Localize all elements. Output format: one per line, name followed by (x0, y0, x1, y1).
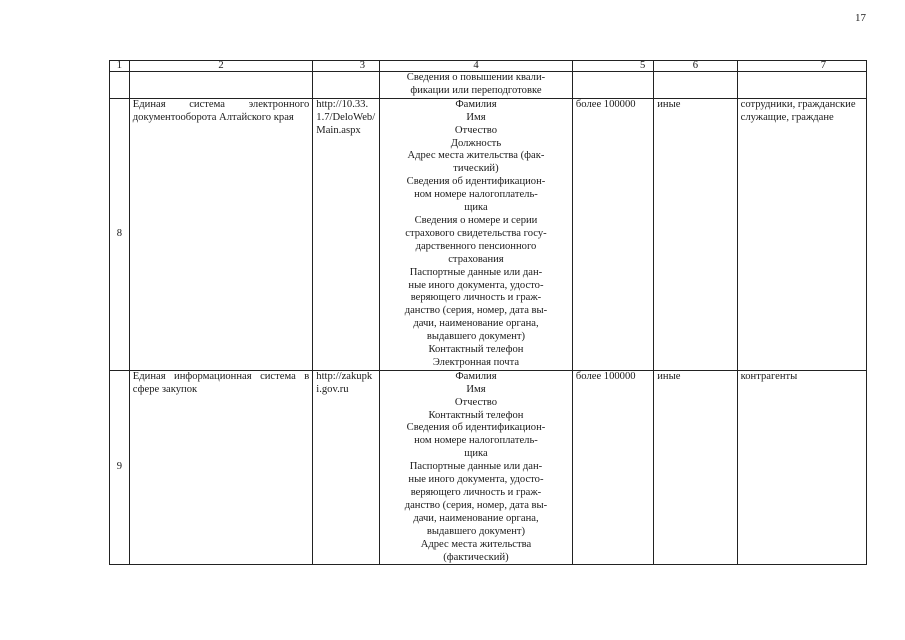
field-line: ном номере налогоплатель- (414, 189, 538, 201)
field-line: щика (464, 448, 488, 460)
field-line: данство (серия, номер, дата вы- (404, 305, 548, 317)
field-line: веряющего личность и граж- (410, 292, 542, 304)
field-line: данство (серия, номер, дата вы- (404, 499, 548, 511)
personal-data-systems-table (109, 60, 867, 565)
field-line: Паспортные данные или дан- (409, 266, 543, 278)
continuation-subjects-cell (737, 72, 866, 99)
field-line: Сведения об идентификацион- (406, 422, 546, 434)
column-number-6: 6 (654, 61, 737, 72)
personal-data-fields (380, 98, 573, 370)
continuation-number-cell (110, 72, 130, 99)
field-line: Сведения о номере и серии (414, 214, 538, 226)
field-line: Сведения о повышении квали- (406, 72, 546, 83)
system-address: http://zakupki.gov.ru (313, 370, 380, 565)
field-line: Адрес места жительства (420, 538, 532, 550)
table-row (110, 370, 867, 565)
field-line: Адрес места жительства (фак- (407, 150, 545, 162)
field-line: Контактный телефон (428, 344, 524, 356)
column-number-1: 1 (110, 61, 130, 72)
data-category: иные (654, 370, 737, 565)
column-number-2: 2 (129, 61, 313, 72)
field-line: Контактный телефон (428, 409, 524, 421)
field-line: (фактический) (443, 551, 509, 563)
field-line: страхования (448, 253, 504, 265)
field-line: Фамилия (455, 98, 497, 110)
data-volume: более 100000 (572, 370, 653, 565)
column-number-7: 7 (737, 61, 866, 72)
continuation-fields-cell (380, 72, 573, 99)
field-line: ные иного документа, удосто- (408, 279, 544, 291)
field-line: страхового свидетельства госу- (405, 227, 547, 239)
table-header-row (110, 61, 867, 72)
field-line: Паспортные данные или дан- (409, 461, 543, 473)
field-line: тический) (453, 163, 499, 175)
field-line: Отчество (454, 396, 498, 408)
field-line: щика (464, 202, 488, 214)
page-number: 17 (855, 12, 866, 24)
field-line: Сведения об идентификацион- (406, 176, 546, 188)
continuation-category-cell (654, 72, 737, 99)
field-line: ные иного документа, удосто- (408, 474, 544, 486)
data-subjects: контрагенты (737, 370, 866, 565)
field-line: дачи, наименование органа, (413, 318, 539, 330)
system-address: http://10.33.1.7/DeloWeb/Main.aspx (313, 98, 380, 370)
field-line: дачи, наименование органа, (413, 512, 539, 524)
column-number-4: 4 (380, 61, 573, 72)
personal-data-fields (380, 370, 573, 565)
column-number-3: 3 (313, 61, 380, 72)
field-line: дарственного пенсионного (415, 240, 537, 252)
field-line: Должность (450, 137, 502, 149)
field-line: Фамилия (455, 370, 497, 382)
field-line: выдавшего документ) (426, 525, 526, 537)
data-category: иные (654, 98, 737, 370)
system-name: Единая информационная система в сфере закупок (129, 370, 313, 565)
row-number: 9 (110, 370, 130, 565)
continuation-name-cell (129, 72, 313, 99)
table-row (110, 98, 867, 370)
field-line: Имя (466, 111, 486, 123)
data-subjects: сотрудники, гражданские служащие, граждане (737, 98, 866, 370)
data-volume: более 100000 (572, 98, 653, 370)
field-line: фикации или переподготовке (410, 84, 542, 96)
continuation-address-cell (313, 72, 380, 99)
table-row-continuation (110, 72, 867, 99)
field-line: веряющего личность и граж- (410, 487, 542, 498)
field-line: выдавшего документ) (426, 331, 526, 343)
row-number: 8 (110, 98, 130, 370)
field-line: Электронная почта (432, 356, 520, 368)
field-line: Отчество (454, 124, 498, 136)
system-name: Единая система электронного документооборота Алтайского края (129, 98, 313, 370)
continuation-volume-cell (572, 72, 653, 99)
field-line: Имя (466, 383, 486, 395)
field-line: ном номере налогоплатель- (414, 435, 538, 447)
column-number-5: 5 (572, 61, 653, 72)
